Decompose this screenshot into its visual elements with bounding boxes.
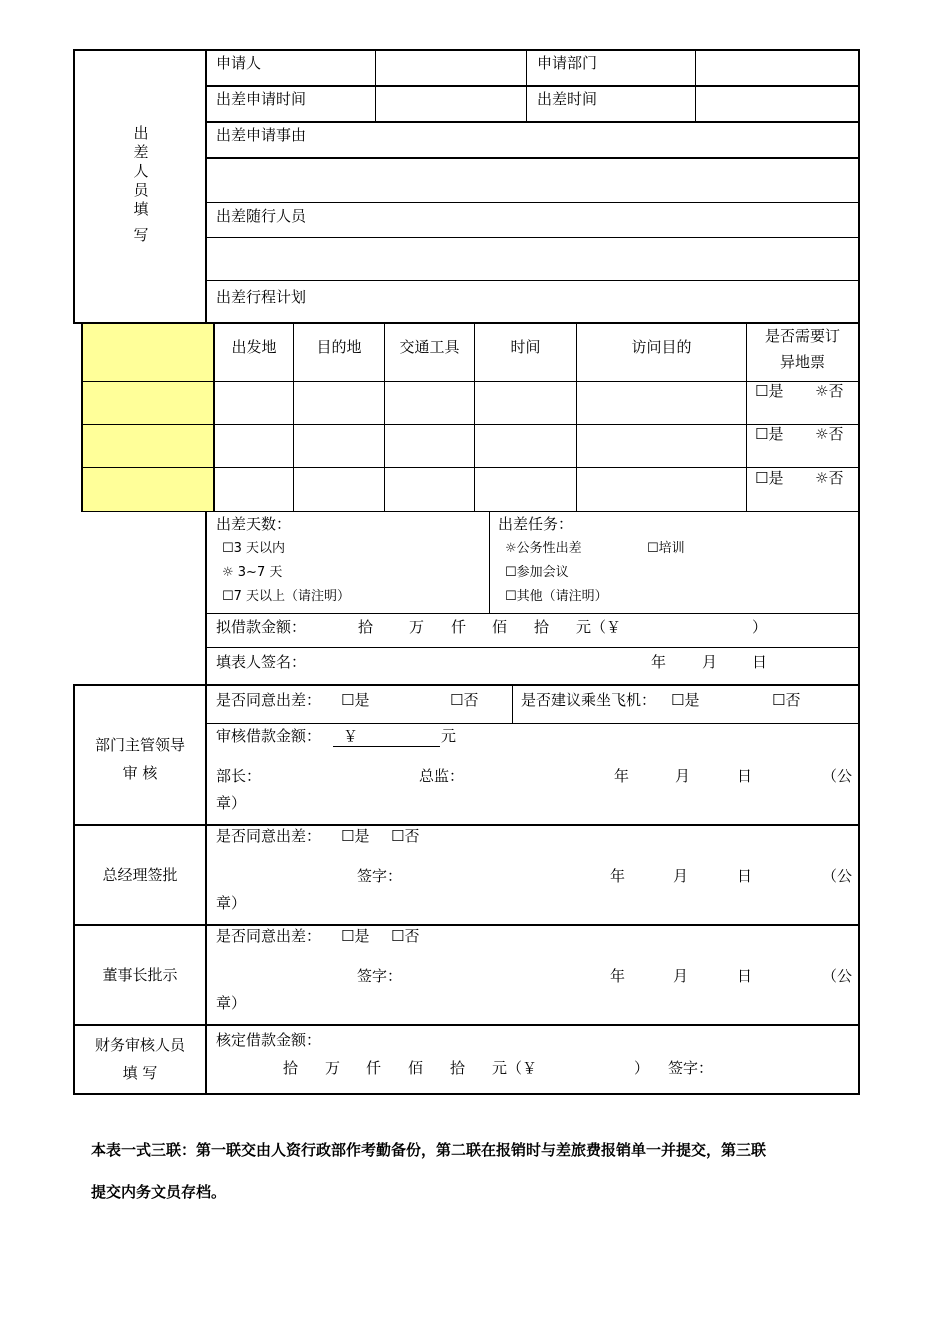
unit: 万	[409, 618, 425, 636]
seal-label-cont: 章）	[216, 794, 247, 812]
apply-time-field[interactable]	[377, 87, 525, 121]
border	[205, 121, 860, 123]
ticket-yes-option[interactable]: ☐是	[755, 382, 784, 400]
divider	[512, 686, 513, 723]
dept-review-label-line1: 部门主管领导	[94, 736, 185, 754]
date-day: 日	[737, 967, 753, 985]
ticket-no-option[interactable]: ☼否	[815, 469, 844, 487]
loan-amount-field[interactable]	[630, 615, 748, 645]
unit: ）	[634, 1059, 650, 1077]
filler-sign-label: 填表人签名：	[216, 653, 307, 671]
apply-time-label: 出差申请时间	[216, 90, 307, 108]
applicant-field[interactable]	[377, 51, 525, 85]
finance-review-label	[75, 1031, 205, 1087]
unit: ）	[752, 618, 768, 636]
dept-agree-no[interactable]: ☐否	[450, 691, 479, 709]
date-day: 日	[737, 867, 753, 885]
trip-days-option[interactable]: ☐3 天以内	[222, 541, 286, 556]
border	[81, 381, 860, 382]
border	[73, 49, 75, 324]
trip-time-field[interactable]	[697, 87, 857, 121]
label-char: 出	[133, 124, 149, 142]
gm-agree-yes[interactable]: ☐是	[341, 827, 370, 845]
ticket-no-option[interactable]: ☼否	[815, 382, 844, 400]
task-meeting-option[interactable]: ☐参加会议	[505, 565, 569, 580]
seal-label: （公	[822, 867, 853, 885]
approved-amount-field[interactable]	[333, 726, 440, 747]
date-year: 年	[610, 967, 626, 985]
trip-task-label: 出差任务：	[498, 515, 574, 533]
chairman-agree-label: 是否同意出差：	[216, 927, 322, 945]
header-ticket-line1: 是否需要订	[764, 327, 840, 345]
border	[73, 924, 860, 926]
header-transport: 交通工具	[399, 338, 460, 356]
minister-label: 部长：	[216, 767, 262, 785]
unit: 元（￥	[576, 618, 622, 636]
border	[81, 424, 860, 425]
label-char: 员	[133, 181, 149, 199]
dept-review-label-line2: 审 核	[122, 764, 158, 782]
plane-label: 是否建议乘坐飞机：	[521, 691, 657, 709]
finance-review-label-line1: 财务审核人员	[94, 1036, 185, 1054]
unit: 元（￥	[492, 1059, 538, 1077]
date-year: 年	[610, 867, 626, 885]
unit: 仟	[366, 1059, 382, 1077]
unit: 拾	[358, 618, 374, 636]
unit: 佰	[492, 618, 508, 636]
highlight-column	[82, 324, 214, 511]
approved-amount-label: 审核借款金额：	[216, 727, 322, 745]
applicant-section-label	[126, 124, 156, 245]
department-field[interactable]	[697, 51, 857, 85]
border	[205, 647, 860, 648]
loan-label: 拟借款金额：	[216, 618, 307, 636]
date-month: 月	[675, 767, 691, 785]
seal-label: （公	[822, 967, 853, 985]
date-month: 月	[702, 653, 718, 671]
seal-label: （公	[822, 767, 853, 785]
label-char: 人	[133, 162, 149, 180]
border	[858, 49, 860, 1095]
filler-sign-field[interactable]	[310, 649, 640, 682]
border	[205, 613, 860, 614]
chairman-agree-no[interactable]: ☐否	[391, 927, 420, 945]
date-day: 日	[752, 653, 768, 671]
divider	[489, 511, 490, 613]
gm-sign-label: 签字：	[357, 867, 403, 885]
unit: 万	[325, 1059, 341, 1077]
chairman-sign-label: 签字：	[357, 967, 403, 985]
chairman-review-label: 董事长批示	[102, 966, 178, 984]
task-business-option[interactable]: ☼公务性出差	[505, 541, 582, 556]
date-year: 年	[651, 653, 667, 671]
reason-label: 出差申请事由	[216, 126, 307, 144]
ticket-yes-option[interactable]: ☐是	[755, 425, 784, 443]
border	[81, 511, 860, 512]
date-year: 年	[614, 767, 630, 785]
finance-sign-field[interactable]	[712, 1056, 852, 1082]
gm-sign-field[interactable]	[405, 862, 595, 888]
seal-label-cont: 章）	[216, 994, 247, 1012]
chairman-agree-yes[interactable]: ☐是	[341, 927, 370, 945]
border	[73, 824, 860, 826]
border	[73, 1093, 860, 1095]
trip-days-option[interactable]: ☼ 3~7 天	[222, 565, 283, 580]
trip-days-option[interactable]: ☐7 天以上（请注明）	[222, 589, 351, 604]
header-ticket-line2: 异地票	[779, 353, 825, 371]
border	[205, 280, 860, 281]
border	[81, 324, 83, 512]
header-destination: 目的地	[316, 338, 362, 356]
border	[205, 723, 860, 724]
header-time: 时间	[510, 338, 541, 356]
date-day: 日	[737, 767, 753, 785]
companions-field[interactable]	[207, 238, 857, 279]
dept-agree-label: 是否同意出差：	[216, 691, 322, 709]
reason-field[interactable]	[207, 159, 857, 201]
gm-agree-no[interactable]: ☐否	[391, 827, 420, 845]
border	[81, 467, 860, 468]
footer-note-line1: 本表一式三联：第一联交由人资行政部作考勤备份，第二联在报销时与差旅费报销单一并提交，第三联	[91, 1141, 767, 1159]
plane-no[interactable]: ☐否	[772, 691, 801, 709]
unit: 佰	[408, 1059, 424, 1077]
currency-symbol: ￥	[343, 727, 359, 745]
finance-amount-label: 核定借款金额：	[216, 1031, 322, 1049]
director-label: 总监：	[419, 767, 465, 785]
approved-amount-unit: 元	[441, 727, 457, 745]
ticket-no-option[interactable]: ☼否	[815, 425, 844, 443]
chairman-sign-field[interactable]	[405, 962, 595, 988]
unit: 拾	[450, 1059, 466, 1077]
companions-label: 出差随行人员	[216, 207, 307, 225]
border	[73, 684, 860, 686]
date-month: 月	[673, 967, 689, 985]
task-other-option[interactable]: ☐其他（请注明）	[505, 589, 608, 604]
seal-label-cont: 章）	[216, 894, 247, 912]
header-ticket	[747, 323, 858, 375]
finance-amount-field[interactable]	[545, 1056, 630, 1082]
border	[73, 1024, 860, 1026]
date-month: 月	[673, 867, 689, 885]
finance-sign-label: 签字：	[668, 1059, 714, 1077]
header-departure: 出发地	[231, 338, 277, 356]
trip-days-label: 出差天数：	[216, 515, 292, 533]
footer-note-line2: 提交内务文员存档。	[91, 1183, 227, 1201]
unit: 仟	[451, 618, 467, 636]
label-char: 写	[133, 226, 149, 244]
gm-agree-label: 是否同意出差：	[216, 827, 322, 845]
task-training-option[interactable]: ☐培训	[647, 541, 685, 556]
border	[205, 684, 207, 1095]
dept-review-label	[75, 731, 205, 787]
unit: 拾	[283, 1059, 299, 1077]
applicant-label: 申请人	[216, 54, 262, 72]
gm-review-label: 总经理签批	[102, 866, 178, 884]
itinerary-label: 出差行程计划	[216, 288, 307, 306]
label-char: 差	[133, 143, 149, 161]
label-char: 填	[133, 200, 149, 218]
border	[205, 202, 860, 203]
finance-review-label-line2: 填 写	[122, 1064, 158, 1082]
header-visit-purpose: 访问目的	[631, 338, 692, 356]
plane-yes[interactable]: ☐是	[671, 691, 700, 709]
unit: 拾	[534, 618, 550, 636]
dept-agree-yes[interactable]: ☐是	[341, 691, 370, 709]
ticket-yes-option[interactable]: ☐是	[755, 469, 784, 487]
department-label: 申请部门	[537, 54, 598, 72]
trip-time-label: 出差时间	[537, 90, 598, 108]
